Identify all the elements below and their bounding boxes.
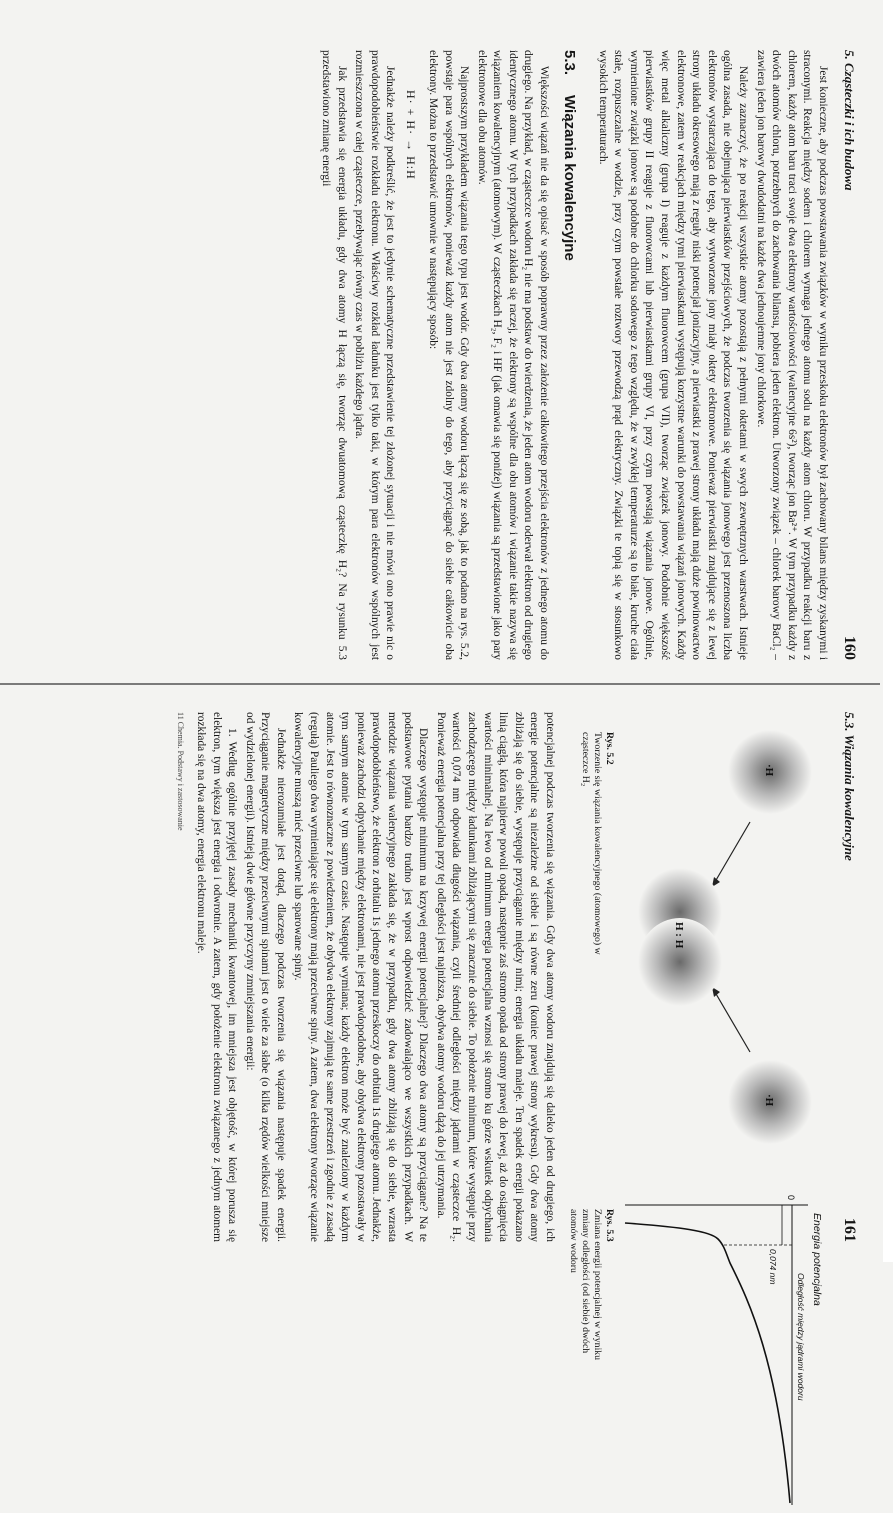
- page-160: [63, 50, 858, 660]
- molecule-label: H : H: [673, 922, 685, 949]
- page-number: 160: [841, 636, 858, 660]
- figure-5-2: [565, 712, 830, 1167]
- footer: 11 Chemia. Podstawy i zastosowanie: [176, 712, 186, 831]
- arrow-left: [712, 822, 750, 887]
- paragraph: Jednakże należy podkreślić, że jest to jedynie schematyczne przedstawienie tej złożonej sytuacji i nie mówi ono prawie nic o prawdopodobieństwie rozkładu elektronu. Właściwy rozkład ładunku jest tylko taki, w którym para elektronów wspólnych jest rozmieszczona w całej cząsteczce, przebywając równy czas w pobliżu każdego jądra.: [353, 50, 397, 660]
- distance-label: 0,074 nm: [768, 1249, 778, 1285]
- h2-bond-illustration: [620, 712, 830, 1167]
- paragraph: 1. Według ogólnie przyjętej zasady mechaniki kwantowej, im mniejsza jest objętość, w której porusza się elektron, tym większa jest energia i odwrotnie. A zatem, gdy położenie elektronu związanego z jednym atomem rozkłada się na dwa atomy, energia elektronu maleje.: [194, 712, 239, 1242]
- caption-text: Zmiana energii potencjalnej w wyniku zmiany odległości (od siebie) dwóch atomów wodoru: [568, 1209, 603, 1361]
- running-head: [840, 50, 858, 660]
- zero-label: 0: [786, 1195, 796, 1201]
- page-divider: [0, 683, 880, 685]
- figure-caption: [579, 732, 615, 962]
- paragraph: Jak przedstawia się energia układu, gdy dwa atomy H łączą się, tworząc dwuatomową cząsteczkę H₂? Na rysunku 5.3 przedstawiono zmianę energii: [319, 50, 348, 660]
- paragraph: Jest konieczne, aby podczas powstawania związków w wyniku przeskoku elektronów był zachowany bilans między zyskanymi i straconymi. Reakcja między sodem i chlorem wymaga jednego atomu sodu na każdy atom chloru. W przypadku reakcji baru z chlorem, każdy atom baru traci swoje dwa elektrony wartościowości (walencyjne 6s²), tworząc jon Ba²⁺. W tym przypadku każdy z dwóch atomów chloru, potrzebnych do zachowania bilansu, pobiera jeden elektron. Utworzony związek – chlorek barowy BaCl₂ – zawiera jeden jon barowy dwudodatni na każde dwa jednoujemne jony chlorkowe.: [754, 50, 829, 660]
- running-title: 5.3. Wiązania kowalencyjne: [842, 712, 857, 861]
- arrow-right: [712, 987, 750, 1052]
- section-title: Wiązania kowalencyjne: [561, 95, 579, 261]
- caption-text: Tworzenie się wiązania kowalencyjnego (atomowego) w cząsteczce H₂: [580, 732, 603, 955]
- paragraph: Większości wiązań nie da się opisać w sposób poprawny przez założenie całkowitego przejścia elektronów z jednego atomu do drugiego. Na przykład, w cząsteczce wodoru H₂ nie ma podstaw do twierdzenia, że jeden atom wodoru oderwał elektron od drugiego identycznego atomu. W tych przypadkach zakłada się raczej, że elektrony są wspólne dla obu atomów i wiązanie takie nazywa się wiązaniem kowalencyjnym (atomowym). W cząsteczkach H₂, F₂ i HF (jak omawia się poniżej) wiązania są przedstawione jako pary elektronowe dla obu atomów.: [475, 50, 551, 660]
- section-number: 5.3.: [561, 50, 579, 76]
- footer-area: [170, 712, 190, 1242]
- running-head: [840, 712, 858, 1242]
- energy-curve: [625, 1223, 790, 1503]
- y-axis-label: Energia potencjalna: [811, 1213, 823, 1306]
- page-number: 161: [841, 1218, 858, 1242]
- paragraph: Należy zaznaczyć, że po reakcji wszystkie atomy pozostają z pełnymi oktetami w swych zewnętrznych warstwach. Istnieje ogólna zasada, nie obejmująca pierwiastków przejściowych, że podczas tworzenia się wiązania jonowego jest przenoszona liczba elektronów wystarczająca do tego, aby wytworzone jony miały oktety elektronowe. Ponieważ pierwiastki znajdujące się z lewej strony układu okresowego mają z reguły niski potencjał jonizacyjny, a pierwiastki z prawej strony układu mają duże powinowactwo elektronowe, zatem w reakcjach między tymi pierwiastkami występują korzystne warunki do powstawania wiązań jonowych. Każdy więc metal alkaliczny (grupa I) reaguje z każdym fluorowcem (grupa VII), tworząc związek jonowy. Podobnie większość pierwiastków grupy II reaguje z fluorowcami lub pierwiastkami grupy VI, przy czym powstają wiązania jonowe. Ogólnie, wymienione związki jonowe są podobne do chlorku sodowego z tego względu, że w zwykłej temperaturze są to białe, kruche ciała stałe, rozpuszczalne w wodzie, przy czym powstałe roztwory przewodzą prąd elektryczny. Związki te topią się w stosunkowo wysokich temperaturach.: [596, 50, 750, 660]
- potential-energy-plot: [620, 1183, 830, 1513]
- page-161: [63, 712, 858, 1401]
- section-heading: [561, 50, 578, 660]
- paragraph: Dlaczego występuje minimum na krzywej energii potencjalnej? Dlaczego dwa atomy są przyciągane? Na te podstawowe pytania bardzo trudno jest wprost odpowiedzieć zadowalająco we wszystkich przypadkach. W metodzie wiązania walencyjnego zakłada się, że w przypadku, gdy dwa atomy zbliżają się do siebie, wzrasta prawdopodobieństwo, że elektron z orbitalu 1s jednego atomu przeskoczy do orbitalu 1s drugiego atomu. Jednakże, ponieważ zachodzi odpychanie między elektronami, nie jest prawdopodobne, aby obydwa elektrony pozostawały w tym samym atomie w tym samym czasie. Następuje wymiana; każdy elektron może być znaleziony w każdym atomie. Jest to równoznaczne z powiedzeniem, że obydwa elektrony zajmują te same przestrzeń i zgodnie z zasadą (regułą) Pauliego dwa wymieniające się elektrony mają przeciwne spiny. A zatem, dwa elektrony tworzące wiązanie kowalencyjne muszą mieć przeciwne lub sparowane spiny.: [292, 712, 430, 1242]
- atom-label-left: ·H: [763, 764, 775, 777]
- atom-label-right: ·H: [763, 1094, 775, 1107]
- figure-caption: [567, 1209, 615, 1379]
- caption-label: Rys. 5.2: [604, 732, 615, 765]
- paragraph: Najprostszym przykładem wiązania tego typu jest wodór. Gdy dwa atomy wodoru łączą się ze sobą, jak to podano na rys. 5.2, powstaje para wspólnych elektronów, ponieważ każdy atom nie jest zdolny do tego, aby przyciągnąć do siebie całkowicie oba elektrony. Można to przedstawić umownie w następujący sposób:: [426, 50, 471, 660]
- caption-label: Rys. 5.3: [604, 1209, 615, 1242]
- figure-5-3: [565, 1183, 830, 1513]
- running-title: 5. Cząsteczki i ich budowa: [842, 50, 857, 191]
- paragraph: potencjalnej podczas tworzenia się wiązania. Gdy dwa atomy wodoru znajdują się daleko jeden od drugiego, ich energie potencjalne są niezależne od siebie i są równe zeru (koniec prawej strony wykresu). Gdy dwa atomy zbliżają się do siebie, występuje przyciąganie między nimi; energia układu maleje. Ten spadek energii pokazano linią ciągłą, która najpierw powoli opada, następnie zaś stromo opada od strony prawej do lewej, aż do osiągnięcia wartości minimalnej. Na lewo od minimum energia potencjalna wznosi się stromo ku górze wskutek odpychania zachodzącego między ładunkami zbliżającymi się znacznie do siebie. To położenie minimum, które występuje przy wartości 0,074 nm odpowiada długości wiązania, czyli średniej odległości między jądrami w cząsteczce H₂. Ponieważ energia potencjalna przy tej odległości jest najniższa, obydwa atomy wodoru dążą do jej utrzymania.: [434, 712, 556, 1242]
- scan-margin: [883, 0, 893, 1262]
- x-axis-label: Odległość między jądrami wodoru: [796, 1273, 806, 1401]
- figures-row: [565, 712, 830, 1401]
- equation: H· + H· → H:H: [404, 90, 419, 180]
- paragraph: Jednakże nierozumiałe jest dotąd, dlaczego podczas tworzenia się wiązania następuje spadek energii. Przyciąganie magnetyczne między przeciwnymi spinami jest o wiele za słabe (o kilka rzędów wielkości mniejsze od wydzielonej energii). Istnieją dwie główne przyczyny zmniejszania energii:: [243, 712, 287, 1242]
